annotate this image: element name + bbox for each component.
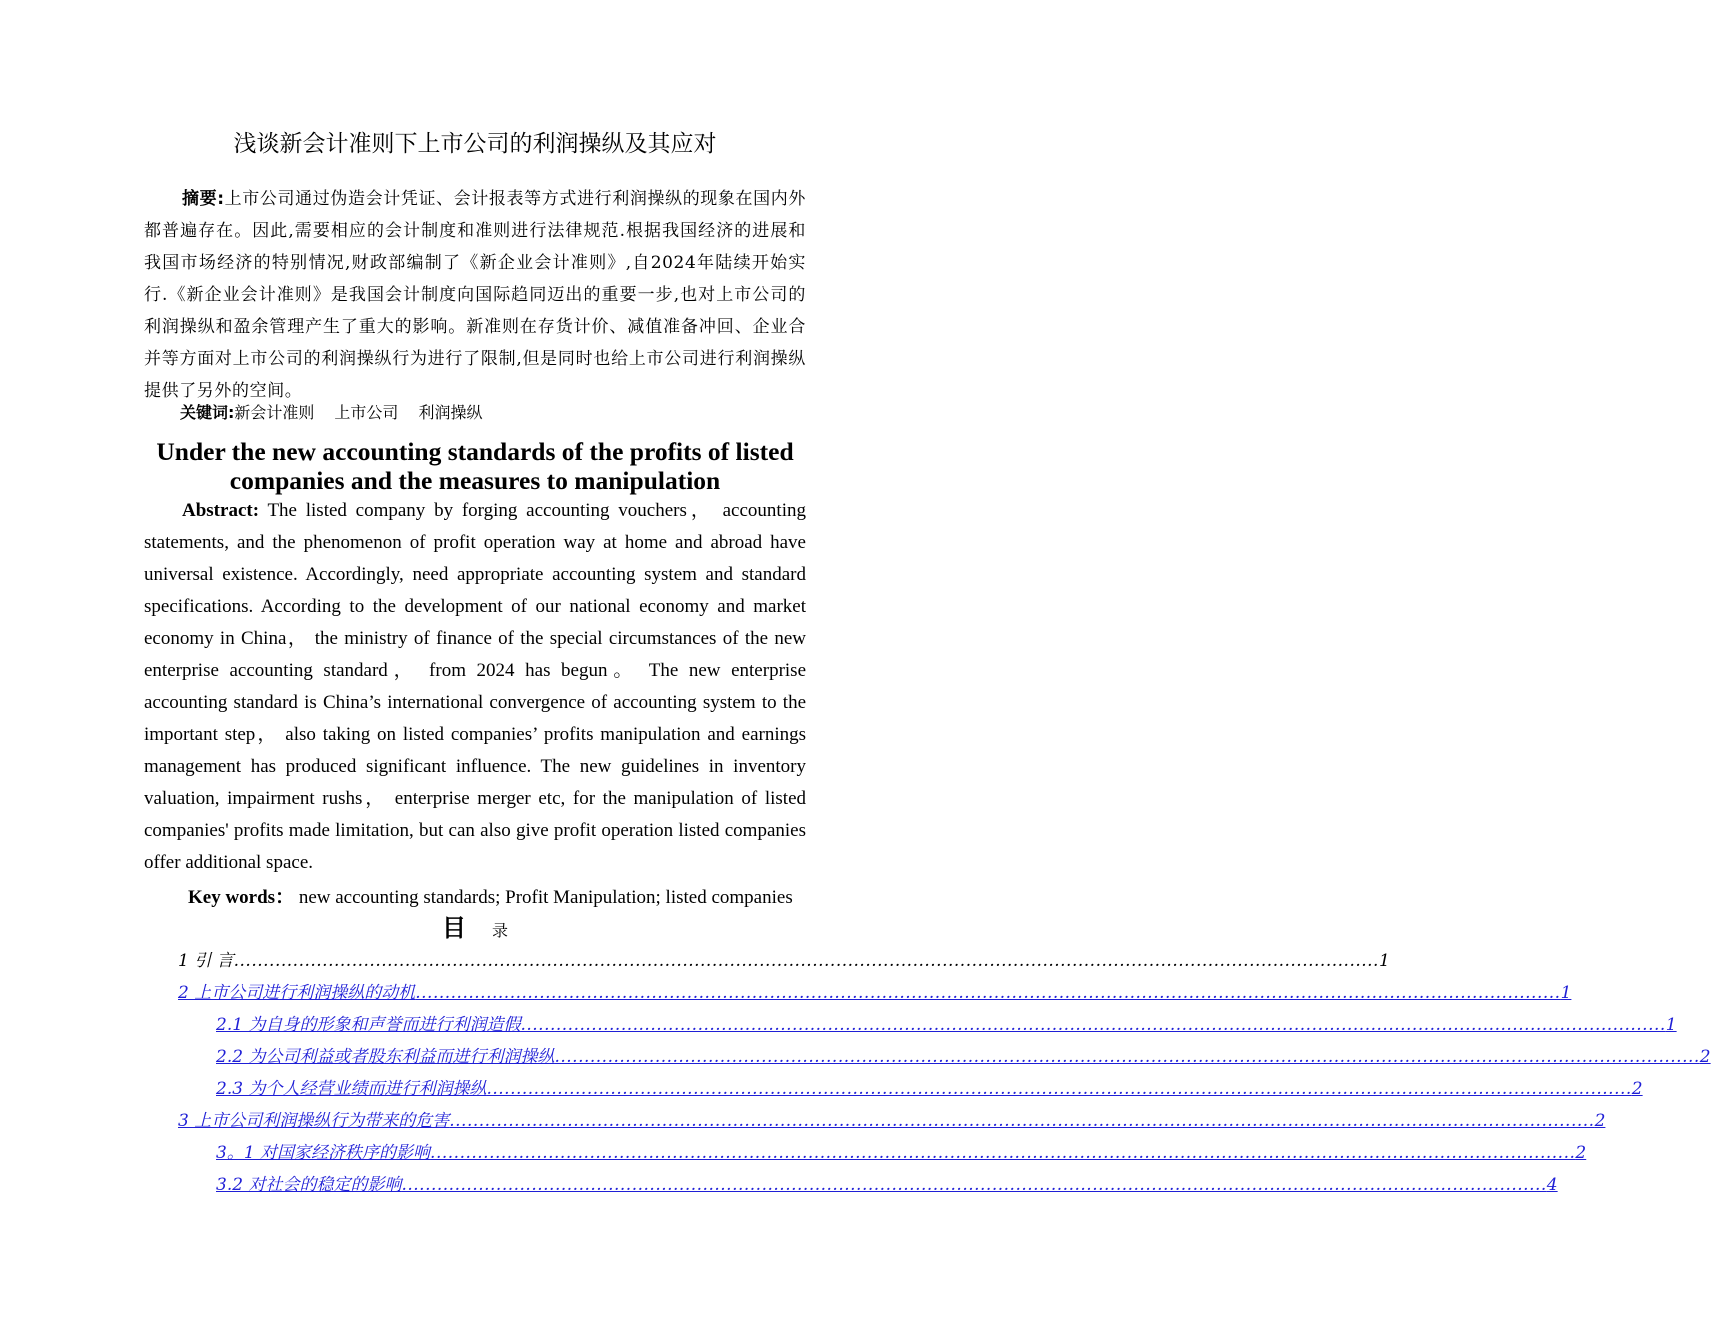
keyword-cn: 新会计准则: [234, 403, 315, 422]
keywords-en-label: Key words：: [188, 887, 295, 908]
page-title-cn: 浅谈新会计准则下上市公司的利润操纵及其应对: [233, 131, 717, 157]
toc-entry-page: 1: [1665, 1015, 1677, 1035]
toc-entry[interactable]: [178, 946, 1390, 971]
toc-leader-dots: ..................................................................................................................................................................................................: [554, 1047, 1700, 1067]
toc-entry-label: 3.2 对社会的稳定的影响: [216, 1175, 402, 1195]
keywords-cn: [180, 400, 502, 423]
abstract-cn-label: 摘要:: [182, 189, 225, 209]
toc-entry-label: 2.1 为自身的形象和声誉而进行利润造假: [216, 1015, 521, 1035]
toc-entry-page: 1: [1378, 951, 1390, 971]
toc-entry-page: 4: [1546, 1175, 1558, 1195]
toc-entry-label: 2.3 为个人经营业绩而进行利润操纵: [216, 1079, 487, 1099]
toc-leader-dots: ..................................................................................................................................................................................................: [401, 1175, 1547, 1195]
toc-leader-dots: ..................................................................................................................................................................................................: [415, 983, 1561, 1003]
toc-leader-dots: ..................................................................................................................................................................................................: [449, 1111, 1595, 1131]
toc-link[interactable]: [216, 1042, 1711, 1067]
keyword-cn: 利润操纵: [418, 403, 483, 422]
toc-link[interactable]: [216, 1010, 1677, 1035]
toc-entry-label: 3 上市公司利润操纵行为带来的危害: [178, 1111, 450, 1131]
keywords-en: [188, 882, 793, 909]
toc-link[interactable]: [216, 1170, 1558, 1195]
abstract-cn: [144, 183, 806, 407]
keywords-en-text: new accounting standards; Profit Manipulation; listed companies: [298, 887, 793, 908]
toc-leader-dots: ..................................................................................................................................................................................................: [430, 1143, 1576, 1163]
abstract-en-label: Abstract:: [182, 500, 260, 521]
keywords-cn-label: 关键词:: [180, 403, 235, 422]
toc-entry-page: 2: [1594, 1111, 1606, 1131]
toc-entry-label: 1 引 言: [178, 951, 234, 971]
toc-entry-label: 3。1 对国家经济秩序的影响: [216, 1143, 431, 1163]
toc-title-big: 目: [442, 914, 466, 942]
abstract-cn-text: 上市公司通过伪造会计凭证、会计报表等方式进行利润操纵的现象在国内外都普遍存在。因此,需要相应的会计制度和准则进行法律规范.根据我国经济的进展和我国市场经济的特别情况,财政部编制了《新企业会计准则》,自2024年陆续开始实行.《新企业会计准则》是我国会计制度向国际趋同迈出的重要一步,也对上市公司的利润操纵和盈余管理产生了重大的影响。新准则在存货计价、减值准备冲回、企业合并等方面对上市公司的利润操纵行为进行了限制,但是同时也给上市公司进行利润操纵提供了另外的空间。: [144, 189, 806, 401]
toc-leader-dots: ..................................................................................................................................................................................................: [486, 1079, 1632, 1099]
keyword-cn: 上市公司: [334, 403, 399, 422]
toc-entry-label: 2.2 为公司利益或者股东利益而进行利润操纵: [216, 1047, 555, 1067]
abstract-en-text: The listed company by forging accounting vouchers， accounting statements, and the phenomenon of profit operation way at home and abroad have universal existence. Accordingly, need appropriate accounting system and standard specifications. According to the development of our national economy and market economy in China， the ministry of finance of the special circumstances of the new enterprise accounting standard， from 2024 has begun。 The new enterprise accounting standard is China’s international convergence of accounting system to the important step， also taking on listed companies’ profits manipulation and earnings management has produced significant influence. The new guidelines in inventory valuation, impairment rushs， enterprise merger etc, for the manipulation of listed companies' profits made limitation, but can also give profit operation listed companies offer additional space.: [144, 500, 806, 873]
toc-link[interactable]: [216, 1138, 1587, 1163]
toc-link[interactable]: [216, 1074, 1643, 1099]
toc-entry-label: 2 上市公司进行利润操纵的动机: [178, 983, 416, 1003]
toc-leader-dots: ..................................................................................................................................................................................................: [520, 1015, 1666, 1035]
toc-link[interactable]: [178, 1106, 1606, 1131]
page-title-en: Under the new accounting standards of the profits of listed companies and the measures to manipulation: [156, 437, 794, 495]
toc-entry-page: 2: [1699, 1047, 1711, 1067]
toc-entry-page: 2: [1631, 1079, 1643, 1099]
toc-leader-dots: ..................................................................................................................................................................................................: [233, 951, 1379, 971]
toc-entry-page: 2: [1575, 1143, 1587, 1163]
toc-title: [442, 908, 508, 943]
toc-title-small: 录: [492, 921, 509, 940]
abstract-en: [144, 495, 806, 879]
toc-entry-page: 1: [1560, 983, 1572, 1003]
toc-link[interactable]: [178, 978, 1572, 1003]
